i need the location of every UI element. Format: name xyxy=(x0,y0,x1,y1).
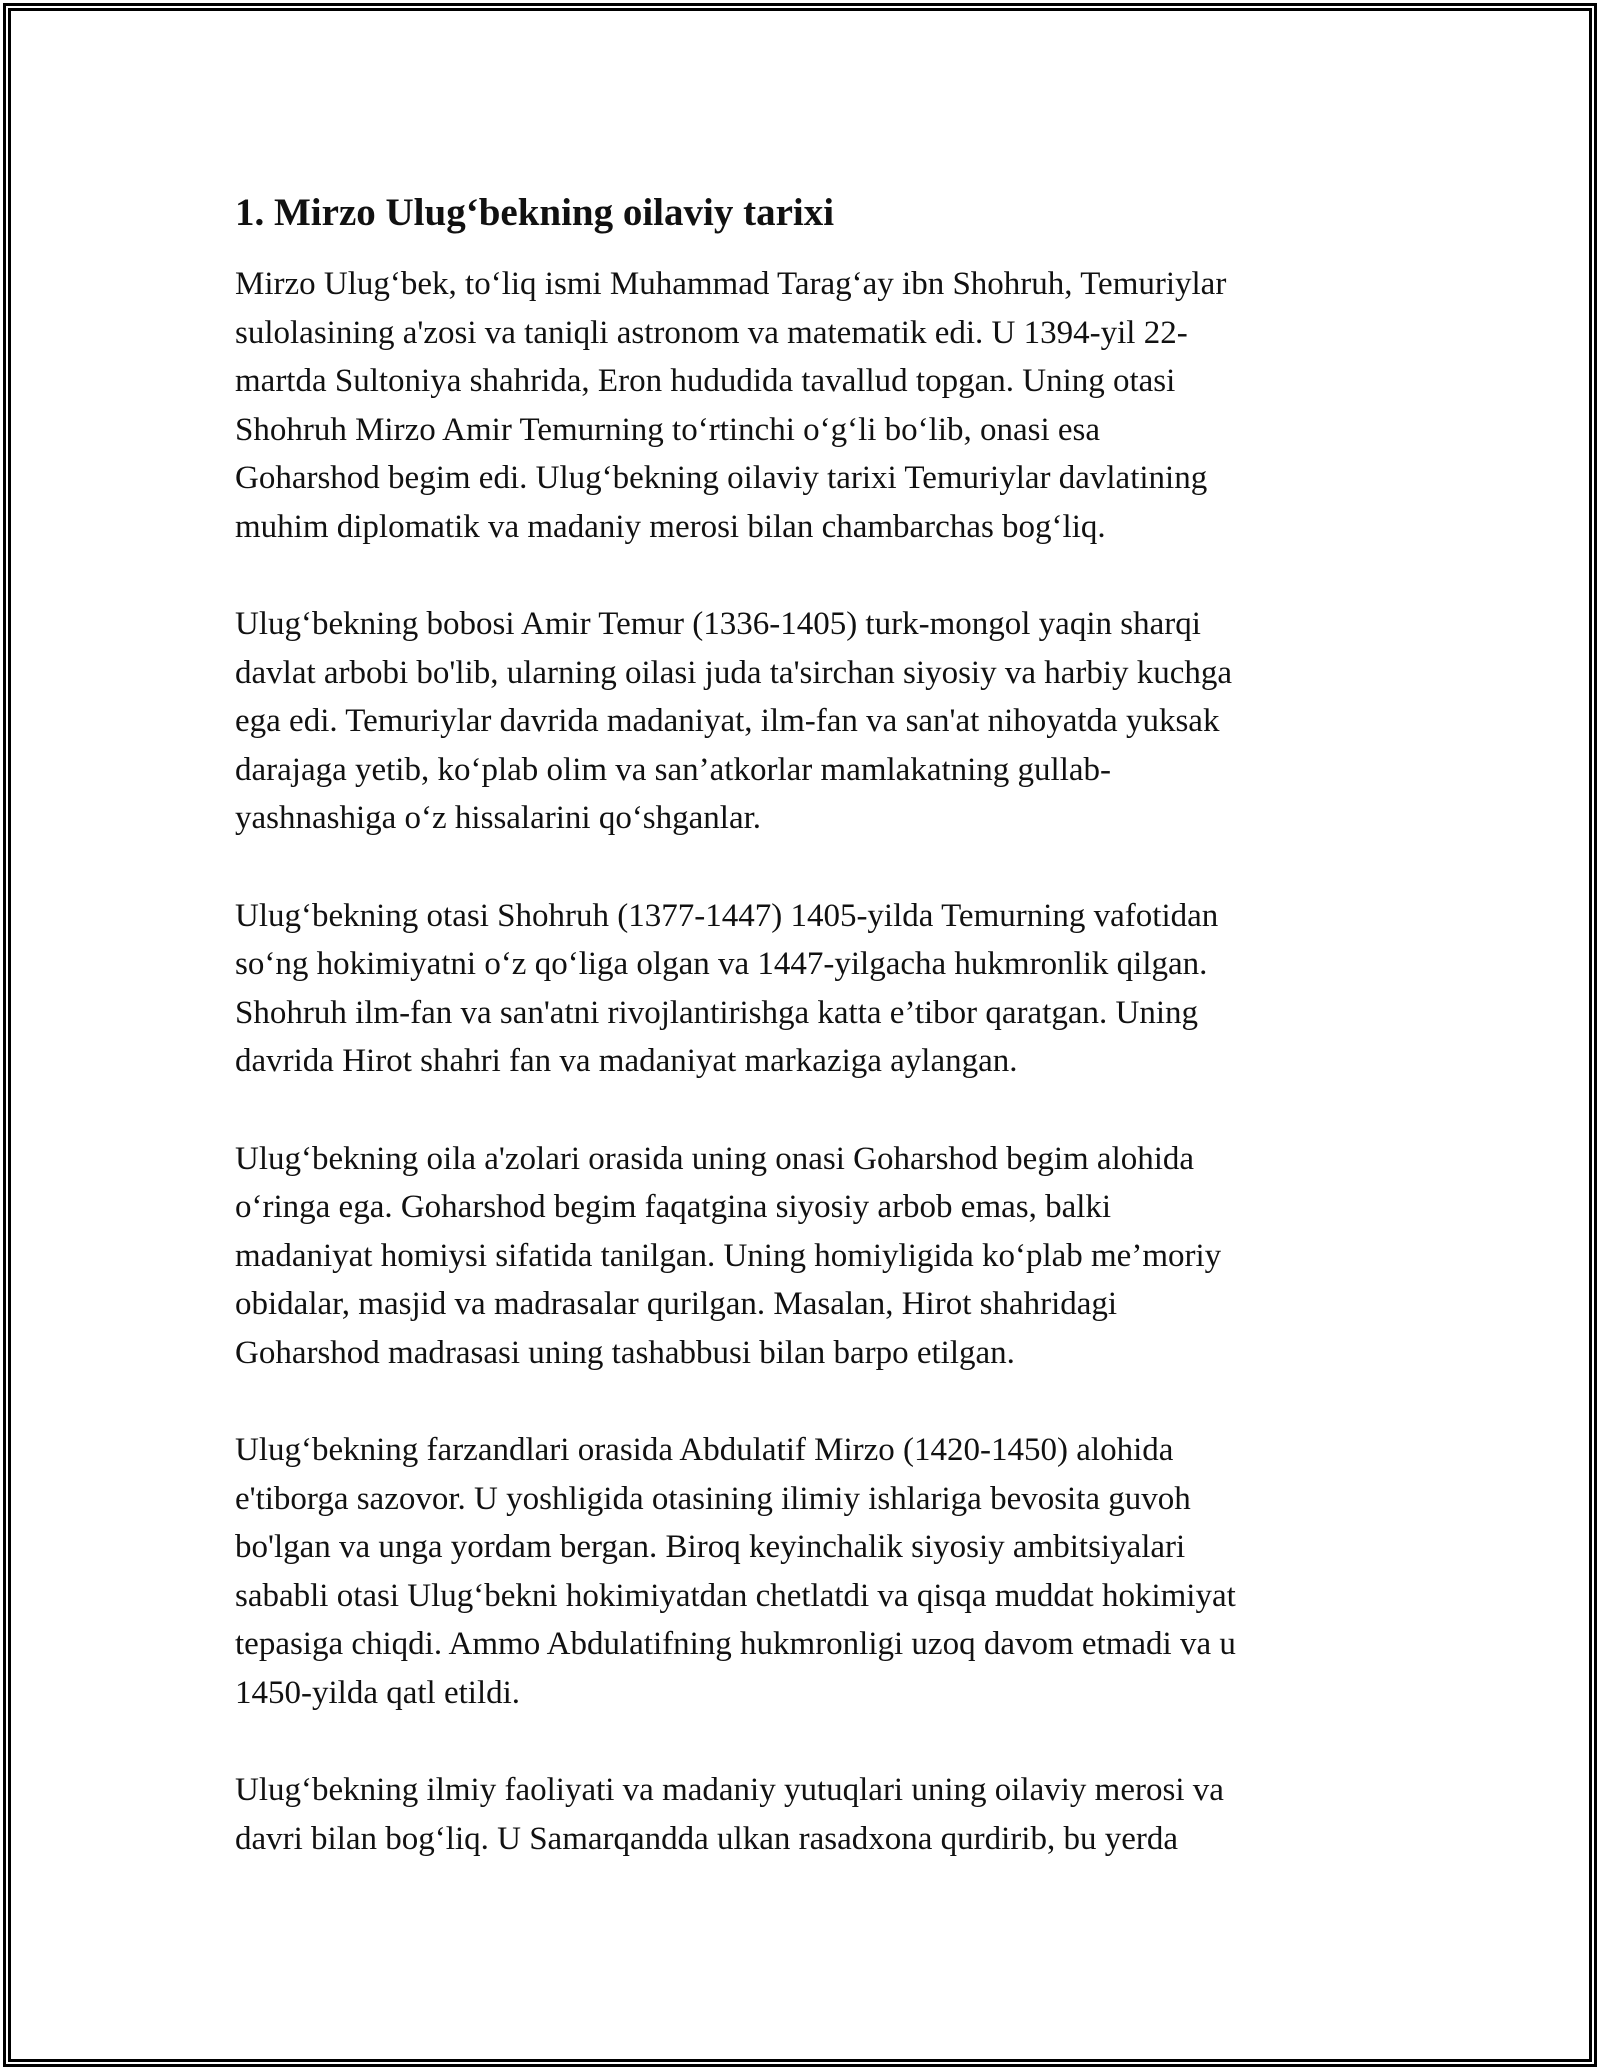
paragraph-2: Ulug‘bekning bobosi Amir Temur (1336-1405) turk-mongol yaqin sharqi davlat arbobi bo'lib, ularning oilasi juda ta'sirchan siyosiy va harbiy kuchga ega edi. Temuriylar davrida madaniyat, ilm-fan va san'at nihoyatda yuksak darajaga yetib, ko‘plab olim va san’atkorlar mamlakatning gullab- yashnashiga o‘z hissalarini qo‘shganlar. xyxy=(235,606,1233,836)
paragraph-5: Ulug‘bekning farzandlari orasida Abdulatif Mirzo (1420-1450) alohida e'tiborga sazovor. U yoshligida otasining ilimiy ishlariga bevosita guvoh bo'lgan va unga yordam bergan. Biroq keyinchalik siyosiy ambitsiyalari sababli otasi Ulug‘bekni hokimiyatdan chetlatdi va qisqa muddat hokimiyat tepasiga chiqdi. Ammo Abdulatifning hukmronligi uzoq davom etmadi va u 1450-yilda qatl etildi. xyxy=(235,1432,1236,1711)
paragraph-1: Mirzo Ulug‘bek, to‘liq ismi Muhammad Tarag‘ay ibn Shohruh, Temuriylar sulolasining a'zosi va taniqli astronom va matematik edi. U 1394-yil 22- martda Sultoniya shahrida, Eron hududida tavallud topgan. Uning otasi Shohruh Mirzo Amir Temurning to‘rtinchi o‘g‘li bo‘lib, onasi esa Goharshod begim edi. Ulug‘bekning oilaviy tarixi Temuriylar davlatining muhim diplomatik va madaniy merosi bilan chambarchas bog‘liq. xyxy=(235,266,1227,545)
document-body xyxy=(235,186,1365,1912)
paragraph-4: Ulug‘bekning oila a'zolari orasida uning onasi Goharshod begim alohida o‘ringa ega. Goharshod begim faqatgina siyosiy arbob emas, balki madaniyat homiysi sifatida tanilgan. Uning homiyligida ko‘plab me’moriy obidalar, masjid va madrasalar qurilgan. Masalan, Hirot shahridagi Goharshod madrasasi uning tashabbusi bilan barpo etilgan. xyxy=(235,1140,1222,1371)
paragraph-6: Ulug‘bekning ilmiy faoliyati va madaniy yutuqlari uning oilaviy merosi va davri bilan bog‘liq. U Samarqandda ulkan rasadxona qurdirib, bu yerda xyxy=(235,1772,1224,1857)
section-heading: 1. Mirzo Ulug‘bekning oilaviy tarixi xyxy=(235,191,835,234)
paragraph-3: Ulug‘bekning otasi Shohruh (1377-1447) 1405-yilda Temurning vafotidan so‘ng hokimiyatni o‘z qo‘liga olgan va 1447-yilgacha hukmronlik qilgan. Shohruh ilm-fan va san'atni rivojlantirishga katta e’tibor qaratgan. Uning davrida Hirot shahri fan va madaniyat markaziga aylangan. xyxy=(235,897,1219,1079)
